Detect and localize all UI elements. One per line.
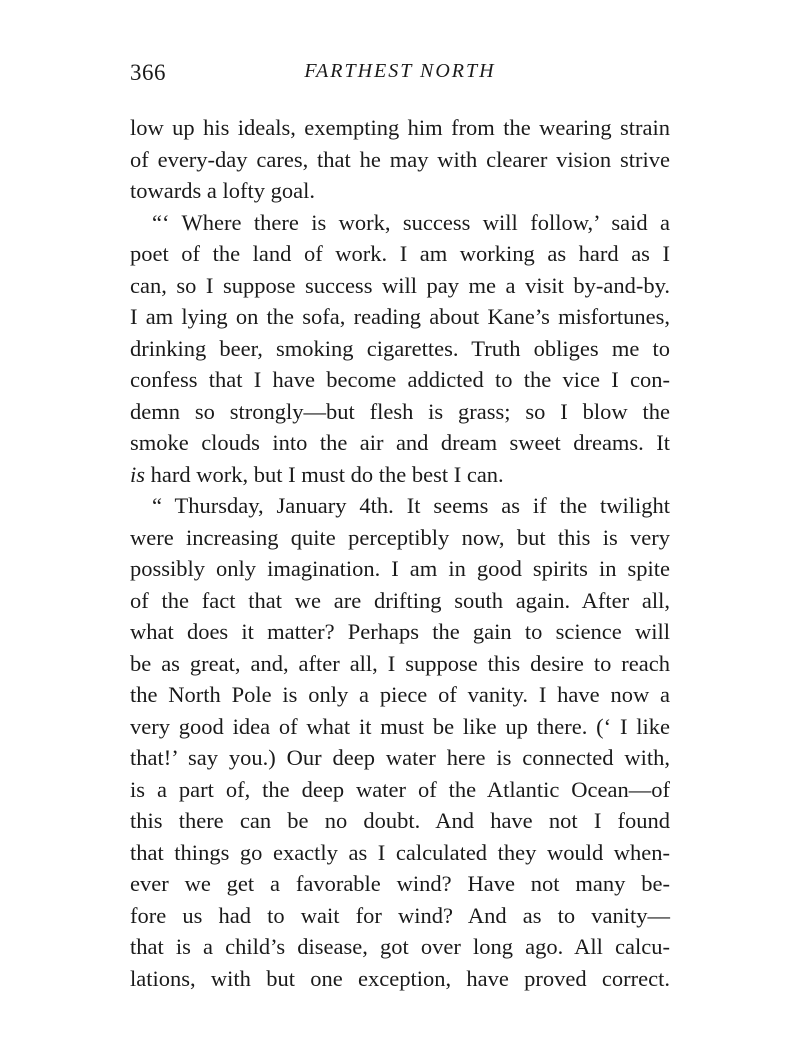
emphasis-word: is (130, 461, 146, 487)
paragraph-2 (130, 207, 670, 491)
page-number: 366 (130, 60, 166, 85)
text-line: poet of the land of work. I am working as hard as I (130, 241, 670, 266)
body-text (130, 112, 670, 994)
text-line: I am lying on the sofa, reading about Kane’s misfortunes, (130, 304, 670, 329)
text-line: fore us had to wait for wind? And as to vanity— (130, 902, 670, 928)
text-line: is a part of, the deep water of the Atlantic Ocean—of (130, 776, 670, 802)
text-line: what does it matter? Perhaps the gain to science will (130, 619, 670, 644)
paragraph-1 (130, 112, 670, 207)
text-line-rest: hard work, but I must do the best I can. (150, 461, 504, 487)
running-head (130, 60, 670, 88)
text-line: drinking beer, smoking cigarettes. Truth obliges me to (130, 335, 670, 361)
text-line: this there can be no doubt. And have not I found (130, 808, 670, 833)
text-line: ever we get a favorable wind? Have not many be- (130, 871, 670, 896)
text-line: that things go exactly as I calculated they would when- (130, 839, 670, 865)
text-line: lations, with but one exception, have proved correct. (130, 965, 670, 991)
text-line (130, 459, 670, 491)
text-line: were increasing quite perceptibly now, but this is very (130, 524, 670, 550)
text-line: the North Pole is only a piece of vanity. I have now a (130, 682, 670, 707)
text-line: of the fact that we are drifting south again. After all, (130, 587, 670, 613)
text-line: towards a lofty goal. (130, 178, 315, 203)
text-line: be as great, and, after all, I suppose this desire to reach (130, 650, 670, 676)
text-line: very good idea of what it must be like up there. (‘ I like (130, 713, 670, 739)
text-line: can, so I suppose success will pay me a visit by-and-by. (130, 272, 670, 298)
text-line: possibly only imagination. I am in good spirits in spite (130, 556, 670, 581)
text-line: that is a child’s disease, got over long ago. All calcu- (130, 934, 670, 959)
running-title: FARTHEST NORTH (304, 60, 496, 82)
text-line: low up his ideals, exempting him from the wearing strain (130, 115, 670, 140)
text-line: “‘ Where there is work, success will follow,’ said a (152, 209, 670, 235)
text-line: demn so strongly—but flesh is grass; so I blow the (130, 398, 670, 424)
text-line: that!’ say you.) Our deep water here is connected with, (130, 745, 670, 770)
paragraph-3 (130, 490, 670, 994)
text-line: confess that I have become addicted to the vice I con- (130, 367, 670, 392)
text-line: of every-day cares, that he may with clearer vision strive (130, 146, 670, 172)
text-line: smoke clouds into the air and dream sweet dreams. It (130, 430, 670, 455)
text-line: “ Thursday, January 4th. It seems as if the twilight (152, 493, 670, 518)
